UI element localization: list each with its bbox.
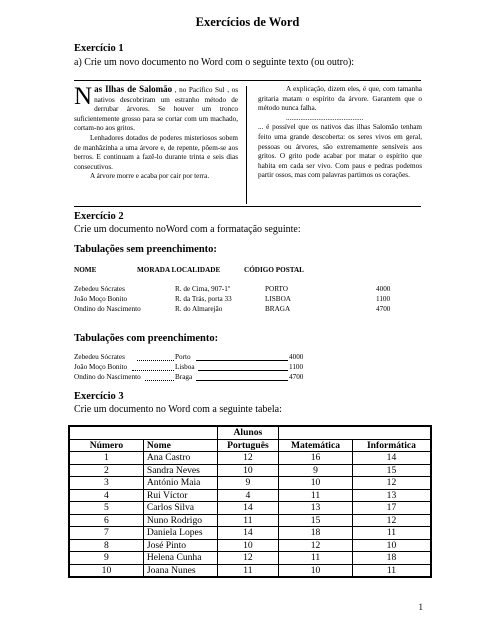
header-nome: Nome: [143, 439, 217, 452]
cell-nome: António Maia: [143, 477, 217, 490]
cell-matematica: 11: [279, 489, 353, 502]
row-code: 4700: [376, 305, 391, 313]
header-numero: Número: [69, 439, 143, 452]
cell-informatica: 11: [352, 564, 431, 577]
cell-informatica: 14: [352, 452, 431, 465]
table-row: [69, 452, 431, 465]
cell-nome: Rui Víctor: [143, 489, 217, 502]
cell-numero: 2: [69, 464, 143, 477]
cell-nome: Joana Nunes: [143, 564, 217, 577]
page-title: Exercícios de Word: [195, 15, 300, 29]
table-row: [69, 477, 431, 490]
exercise-2-instruction: Crie um documento noWord com a formatação seguinte:: [74, 224, 301, 235]
page-number: 1: [418, 602, 423, 612]
cell-numero: 3: [69, 477, 143, 490]
cell-informatica: 11: [352, 527, 431, 540]
row-city: LISBOA: [265, 295, 291, 303]
row-city: BRAGA: [265, 305, 291, 313]
table-caption: Alunos: [217, 426, 278, 439]
bottom-rule: [74, 206, 421, 207]
table-header-row: [69, 439, 431, 452]
right-paragraph-2: ... é possível que os nativos das ilhas Salomão tenham feito uma grande descoberta: os seres vivos em geral, pessoas ou árvores, são extremamente sensíveis aos gritos. O grito pode acabar por matar o espírito que habita em cada ser vivo. Com paus e pedras podemos partir ossos, mas com palavras partimos os corações.: [258, 123, 422, 180]
cell-portugues: 14: [217, 502, 278, 515]
left-paragraph-2: Lenhadores dotados de poderes misteriosos sobem de manhãzinha a uma árvore e, de repente, põem-se aos berros. E continuam a fazê-lo durante trinta e seis dias consecutivos.: [74, 133, 238, 171]
row-address: R. de Cima, 907-1º: [175, 285, 231, 293]
cell-numero: 5: [69, 502, 143, 515]
cell-portugues: 10: [217, 539, 278, 552]
table-row: [69, 564, 431, 577]
cell-nome: Carlos Silva: [143, 502, 217, 515]
cell-numero: 1: [69, 452, 143, 465]
cell-portugues: 11: [217, 514, 278, 527]
table-row: [69, 489, 431, 502]
cell-informatica: 10: [352, 539, 431, 552]
col-header-address: MORADA LOCALIDADE: [137, 266, 221, 274]
table-row: [69, 539, 431, 552]
leader-row: [74, 353, 304, 363]
cell-nome: Ana Castro: [143, 452, 217, 465]
row-city: PORTO: [265, 285, 289, 293]
tabs-fill-heading: Tabulações com preenchimento:: [74, 333, 219, 344]
col-header-name: NOME: [74, 266, 97, 274]
left-paragraph-3: A árvore morre e acaba por cair por terra.: [90, 172, 210, 181]
row-city: Porto: [175, 353, 191, 361]
dot-separator: ...........................................: [286, 113, 364, 122]
table-row: [69, 502, 431, 515]
line-leader: [196, 380, 288, 381]
table-row: [69, 464, 431, 477]
cell-nome: Nuno Rodrigo: [143, 514, 217, 527]
cell-portugues: 14: [217, 527, 278, 540]
cell-informatica: 13: [352, 489, 431, 502]
row-city: Braga: [175, 373, 193, 381]
left-column: [74, 85, 238, 182]
cell-portugues: 9: [217, 477, 278, 490]
exercise-1-heading: Exercício 1: [74, 43, 124, 54]
exercise-2-heading: Exercício 2: [74, 211, 124, 222]
row-code: 4000: [289, 353, 304, 361]
cell-portugues: 12: [217, 452, 278, 465]
row-address: R. da Trás, porta 33: [175, 295, 232, 303]
row-address: R. do Almarejão: [175, 305, 223, 313]
right-paragraph-1: A explicação, dizem eles, é que, com tamanha gritaria matam o espírito da árvore. Garantem que o método nunca falha.: [258, 85, 422, 113]
cell-portugues: 4: [217, 489, 278, 502]
row-name: Zebedeu Sócrates: [74, 353, 125, 361]
cell-informatica: 15: [352, 464, 431, 477]
dot-leader: [137, 360, 174, 361]
cell-informatica: 12: [352, 477, 431, 490]
cell-matematica: 9: [279, 464, 353, 477]
table-blank-cell: [279, 426, 431, 439]
cell-portugues: 12: [217, 552, 278, 565]
cell-matematica: 12: [279, 539, 353, 552]
table-row: [69, 514, 431, 527]
table-row: [69, 552, 431, 565]
cell-matematica: 11: [279, 552, 353, 565]
right-column: [258, 85, 422, 181]
header-informatica: Informática: [352, 439, 431, 452]
cell-nome: Sandra Neves: [143, 464, 217, 477]
lead-bold-text: as Ilhas de Salomão: [94, 84, 173, 94]
row-code: 1100: [289, 363, 304, 371]
table-blank-cell: [69, 426, 217, 439]
exercise-3-heading: Exercício 3: [74, 391, 124, 402]
exercise-1-instruction: a) Crie um novo documento no Word com o seguinte texto (ou outro):: [74, 57, 355, 68]
header-portugues: Português: [217, 439, 278, 452]
row-city: Lisboa: [175, 363, 195, 371]
row-code: 4000: [376, 285, 391, 293]
cell-matematica: 13: [279, 502, 353, 515]
header-matematica: Matemática: [279, 439, 353, 452]
cell-portugues: 11: [217, 564, 278, 577]
cell-matematica: 16: [279, 452, 353, 465]
cell-matematica: 18: [279, 527, 353, 540]
cell-informatica: 18: [352, 552, 431, 565]
cell-numero: 10: [69, 564, 143, 577]
exercise-3-instruction: Crie um documento no Word com a seguinte tabela:: [74, 404, 282, 415]
table-row: [69, 527, 431, 540]
cell-matematica: 10: [279, 564, 353, 577]
line-leader: [198, 370, 288, 371]
cell-numero: 7: [69, 527, 143, 540]
drop-cap: N: [74, 83, 93, 110]
cell-matematica: 15: [279, 514, 353, 527]
column-divider: [246, 86, 247, 204]
left-paragraph-1: , no Pacífico Sul , os nativos descobriram um estranho método de derrubar árvores. Se houver um tronco suficientemente grosso para se cortar com um machado, cortam-no aos gritos.: [74, 86, 238, 133]
cell-nome: Daniela Lopes: [143, 527, 217, 540]
row-code: 1100: [376, 295, 391, 303]
col-header-postal: CÓDIGO POSTAL: [244, 266, 304, 274]
cell-numero: 9: [69, 552, 143, 565]
cell-informatica: 12: [352, 514, 431, 527]
row-name: Ondino do Nascimento: [74, 305, 141, 313]
cell-portugues: 10: [217, 464, 278, 477]
row-name: João Moço Bonito: [74, 363, 128, 371]
cell-informatica: 17: [352, 502, 431, 515]
table-caption-row: [69, 426, 431, 439]
cell-numero: 6: [69, 514, 143, 527]
dot-leader: [132, 370, 174, 371]
leader-row: [74, 363, 304, 373]
row-name: Zebedeu Sócrates: [74, 285, 125, 293]
top-rule: [74, 80, 421, 81]
cell-matematica: 10: [279, 477, 353, 490]
line-leader: [196, 360, 288, 361]
students-table: [68, 425, 432, 578]
cell-numero: 4: [69, 489, 143, 502]
dot-leader: [145, 380, 174, 381]
row-code: 4700: [289, 373, 304, 381]
cell-nome: Helena Cunha: [143, 552, 217, 565]
row-name: João Moço Bonito: [74, 295, 128, 303]
leader-row: [74, 373, 304, 383]
cell-nome: José Pinto: [143, 539, 217, 552]
row-name: Ondino do Nascimento: [74, 373, 141, 381]
cell-numero: 8: [69, 539, 143, 552]
tabs-no-fill-heading: Tabulações sem preenchimento:: [74, 244, 217, 255]
